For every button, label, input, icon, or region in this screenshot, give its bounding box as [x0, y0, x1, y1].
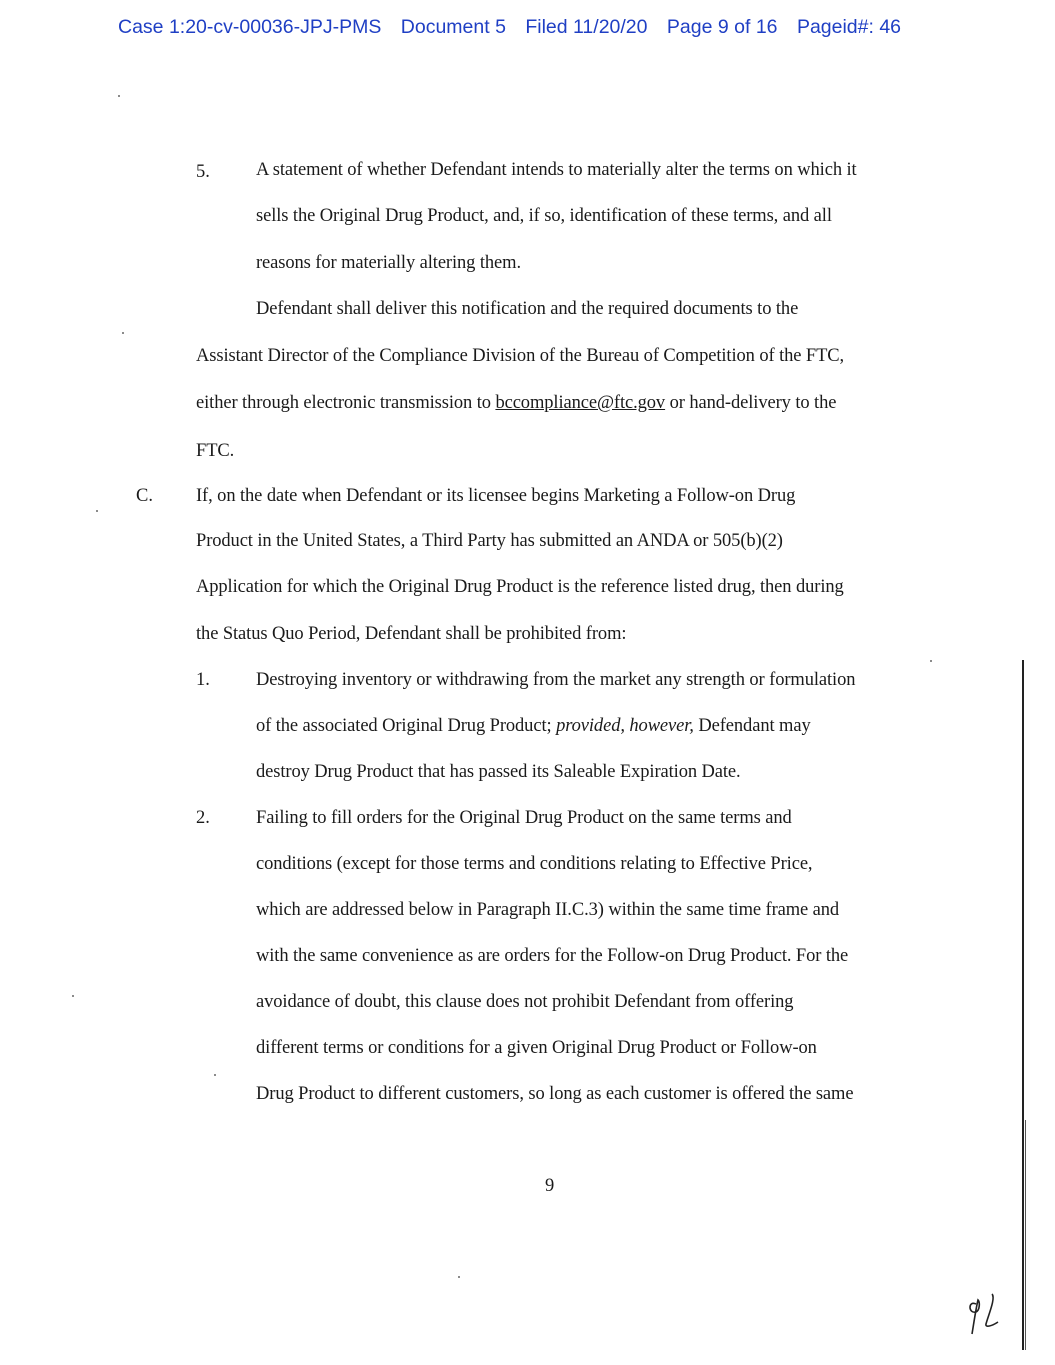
document-number: Document 5 — [400, 16, 506, 38]
delivery-line-4: FTC. — [196, 441, 235, 461]
item-2-line-7: Drug Product to different customers, so long as each customer is offered the same — [256, 1084, 854, 1104]
item-1-line-1: Destroying inventory or withdrawing from the market any strength or formulation — [256, 670, 856, 690]
scan-speck — [118, 95, 120, 97]
item-2-line-5: avoidance of doubt, this clause does not prohibit Defendant from offering — [256, 992, 794, 1012]
item-2-number: 2. — [196, 808, 210, 828]
scan-speck — [96, 510, 98, 512]
section-c-letter: C. — [136, 486, 153, 506]
item-2-line-6: different terms or conditions for a given Original Drug Product or Follow-on — [256, 1038, 817, 1058]
pageid: Pageid#: 46 — [796, 16, 902, 38]
scan-speck — [930, 660, 932, 662]
item-5-number: 5. — [196, 162, 210, 182]
item-1-line-2: of the associated Original Drug Product; provided, however, Defendant may — [256, 716, 811, 736]
item-5-line-3: reasons for materially altering them. — [256, 253, 521, 273]
section-c-line-1: If, on the date when Defendant or its licensee begins Marketing a Follow-on Drug — [196, 486, 796, 506]
delivery-line-3: either through electronic transmission to bccompliance@ftc.gov or hand-delivery to the — [196, 393, 837, 413]
scan-edge-line — [1022, 660, 1024, 1350]
section-c-line-3: Application for which the Original Drug Product is the reference listed drug, then during — [196, 577, 844, 597]
item-2-line-3: which are addressed below in Paragraph II.C.3) within the same time frame and — [256, 900, 840, 920]
scan-speck — [214, 1074, 216, 1076]
page-count: Page 9 of 16 — [666, 16, 778, 38]
item-2-line-4: with the same convenience as are orders for the Follow-on Drug Product. For the — [256, 946, 849, 966]
handwritten-initials — [966, 1288, 1006, 1338]
item-2-line-2: conditions (except for those terms and conditions relating to Effective Price, — [256, 854, 813, 874]
item-5-line-2: sells the Original Drug Product, and, if so, identification of these terms, and all — [256, 206, 832, 226]
delivery-line-1: Defendant shall deliver this notification and the required documents to the — [256, 299, 799, 319]
scan-speck — [122, 332, 124, 334]
case-number: Case 1:20-cv-00036-JPJ-PMS — [118, 16, 382, 38]
section-c-line-4: the Status Quo Period, Defendant shall be prohibited from: — [196, 624, 627, 644]
email-link[interactable]: bccompliance@ftc.gov — [495, 393, 666, 413]
item-1-number: 1. — [196, 670, 210, 690]
scan-speck — [72, 995, 74, 997]
ecf-header — [118, 16, 915, 39]
item-1-line-3: destroy Drug Product that has passed its Saleable Expiration Date. — [256, 762, 741, 782]
filed-date: Filed 11/20/20 — [525, 16, 648, 38]
section-c-line-2: Product in the United States, a Third Party has submitted an ANDA or 505(b)(2) — [196, 531, 783, 551]
delivery-line-2: Assistant Director of the Compliance Division of the Bureau of Competition of the FTC, — [196, 346, 845, 366]
scan-speck — [458, 1276, 460, 1278]
page-number: 9 — [545, 1176, 555, 1196]
scan-edge-line-secondary — [1025, 1120, 1026, 1350]
item-2-line-1: Failing to fill orders for the Original Drug Product on the same terms and — [256, 808, 792, 828]
item-5-line-1: A statement of whether Defendant intends to materially alter the terms on which it — [256, 160, 857, 180]
